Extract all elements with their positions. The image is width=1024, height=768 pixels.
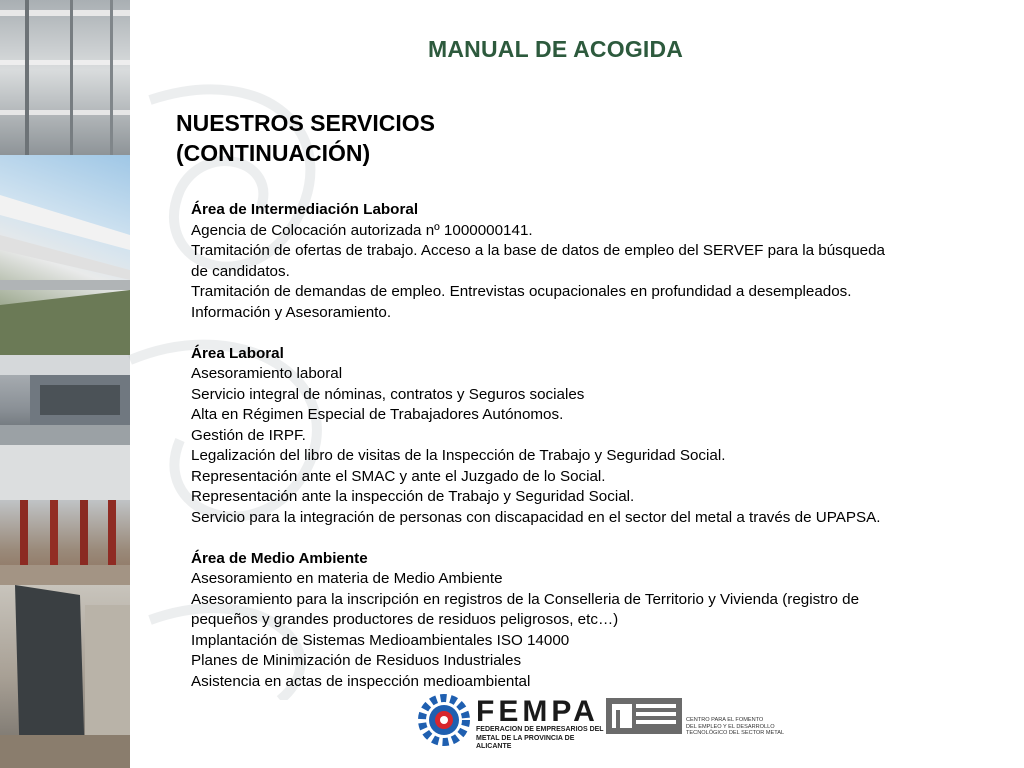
- centro-text: [686, 717, 796, 737]
- block-line: Asesoramiento para la inscripción en registros de la Conselleria de Territorio y Vivienda (registro de: [191, 590, 860, 608]
- centro-text-line2: DEL EMPLEO Y EL DESARROLLO: [686, 723, 775, 730]
- block-line: Gestión de IRPF.: [191, 426, 306, 444]
- block-line: Servicio para la integración de personas con discapacidad en el sector del metal a través de UPAPSA.: [191, 508, 881, 526]
- fempa-name: FEMPA: [476, 695, 599, 728]
- block-line: Tramitación de ofertas de trabajo. Acceso a la base de datos de empleo del SERVEF para la búsqueda: [191, 242, 885, 259]
- block-line: Agencia de Colocación autorizada nº 1000000141.: [191, 221, 533, 239]
- block-heading: Área de Medio Ambiente: [191, 549, 368, 567]
- block-medio-ambiente: [191, 549, 991, 693]
- fempa-logo: [416, 693, 604, 750]
- block-line: Tramitación de demandas de empleo. Entrevistas ocupacionales en profundidad a desempleados.: [191, 283, 852, 300]
- centro-text-line3: TECNOLÓGICO DEL SECTOR METAL: [686, 730, 785, 737]
- block-laboral: [191, 344, 991, 529]
- fempa-subtitle-line1: FEDERACION DE EMPRESARIOS DEL: [476, 726, 604, 733]
- centro-text-line1: CENTRO PARA EL FOMENTO: [686, 717, 764, 723]
- block-line: Planes de Minimización de Residuos Industriales: [191, 652, 522, 669]
- block-heading: Área de Intermediación Laboral: [191, 201, 419, 218]
- services-content: [191, 200, 991, 713]
- block-intermediacion: [191, 200, 991, 323]
- fempa-subtitle-line2: METAL DE LA PROVINCIA DE ALICANTE: [476, 734, 575, 750]
- block-line: Asesoramiento laboral: [191, 365, 343, 382]
- block-line: Información y Asesoramiento.: [191, 303, 392, 321]
- fempa-subtitle: [476, 726, 606, 752]
- centro-logo-icon: [606, 696, 682, 736]
- block-line: Representación ante el SMAC y ante el Juzgado de lo Social.: [191, 467, 606, 485]
- block-line: Asesoramiento en materia de Medio Ambiente: [191, 570, 503, 587]
- section-title-line2: (CONTINUACIÓN): [176, 140, 371, 166]
- section-title-line1: NUESTROS SERVICIOS: [176, 110, 436, 136]
- page-title: MANUAL DE ACOGIDA: [428, 36, 684, 62]
- block-heading: Área Laboral: [191, 344, 284, 362]
- block-line: Asistencia en actas de inspección medioambiental: [191, 672, 531, 690]
- block-line: Alta en Régimen Especial de Trabajadores Autónomos.: [191, 406, 564, 423]
- block-line: Servicio integral de nóminas, contratos y Seguros sociales: [191, 385, 585, 403]
- block-line: Legalización del libro de visitas de la Inspección de Trabajo y Seguridad Social.: [191, 447, 726, 464]
- section-title: [176, 108, 435, 168]
- centro-logo: [606, 696, 786, 742]
- fempa-gear-logo-icon: [416, 693, 472, 747]
- block-line: Implantación de Sistemas Medioambientales ISO 14000: [191, 631, 570, 649]
- block-line: Representación ante la inspección de Trabajo y Seguridad Social.: [191, 488, 635, 505]
- block-line: pequeños y grandes productores de residuos peligrosos, etc…): [191, 611, 619, 628]
- block-line: de candidatos.: [191, 262, 290, 280]
